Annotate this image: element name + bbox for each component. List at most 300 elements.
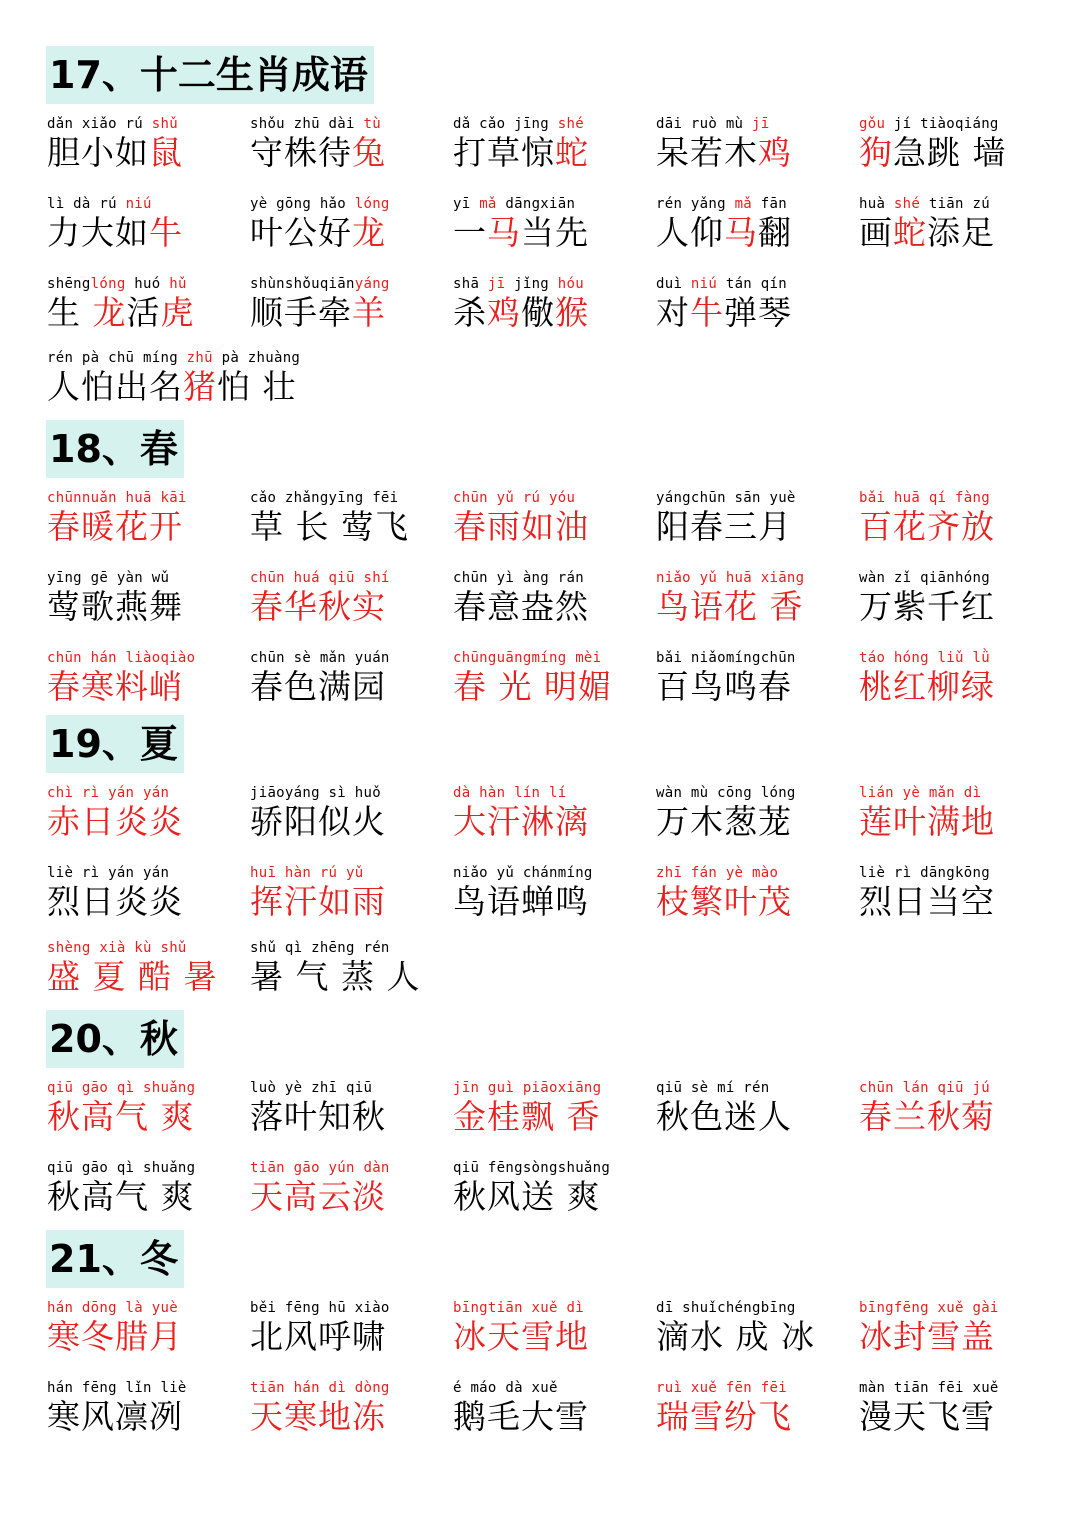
idiom-text xyxy=(453,667,612,707)
pinyin-text: duì xyxy=(656,276,691,292)
pinyin xyxy=(656,1300,796,1316)
idiom-item xyxy=(250,1300,450,1360)
idiom-text xyxy=(47,667,183,707)
idiom-text xyxy=(656,667,792,707)
pinyin xyxy=(47,490,187,506)
pinyin-text: huó xyxy=(125,276,170,292)
idiom-item xyxy=(656,1300,856,1360)
idiom-item xyxy=(453,490,653,550)
pinyin-highlight: mǎ xyxy=(734,196,753,212)
idiom-text xyxy=(453,213,589,253)
pinyin xyxy=(250,570,390,586)
pinyin xyxy=(656,865,778,881)
idiom-item xyxy=(859,650,1059,710)
pinyin-highlight: zhī fán yè mào xyxy=(656,865,779,881)
pinyin-text: yī xyxy=(453,196,480,212)
pinyin xyxy=(859,1380,999,1396)
idiom-highlight: 蛇 xyxy=(893,213,927,252)
idiom-item xyxy=(250,570,450,630)
pinyin xyxy=(656,196,787,212)
idiom-item xyxy=(47,1300,247,1360)
idiom-item xyxy=(453,276,653,336)
pinyin-text: dǎn xiǎo rú xyxy=(47,116,152,132)
idiom-highlight: 春暖花开 xyxy=(47,507,183,546)
idiom-item xyxy=(47,650,247,710)
idiom-highlight: 瑞雪纷飞 xyxy=(656,1397,792,1436)
idiom-text xyxy=(656,1397,792,1437)
idiom-row xyxy=(0,350,1080,410)
idiom-text xyxy=(47,1317,183,1357)
idiom-highlight: 天寒地冻 xyxy=(250,1397,386,1436)
pinyin xyxy=(656,570,804,586)
idiom-chars: 秋高气 爽 xyxy=(47,1177,195,1216)
idiom-chars: 滴水 成 冰 xyxy=(656,1317,815,1356)
pinyin-text: shǒu zhū dài xyxy=(250,116,364,132)
idiom-item xyxy=(859,1080,1059,1140)
idiom-item xyxy=(656,570,856,630)
idiom-text xyxy=(250,1397,386,1437)
pinyin-text: yīng gē yàn wǔ xyxy=(47,570,170,586)
pinyin xyxy=(656,116,770,132)
idiom-chars: 骄阳似火 xyxy=(250,802,386,841)
idiom-text xyxy=(656,1097,792,1137)
pinyin xyxy=(656,785,796,801)
pinyin-highlight: chūn hán liàoqiào xyxy=(47,650,196,666)
pinyin-text: shǔ qì zhēng rén xyxy=(250,940,390,956)
pinyin xyxy=(453,570,584,586)
idiom-text xyxy=(656,587,804,627)
idiom-item xyxy=(453,785,653,845)
idiom-row xyxy=(0,570,1080,630)
idiom-highlight: 龙 xyxy=(92,293,127,332)
pinyin-highlight: niú xyxy=(690,276,718,292)
idiom-item xyxy=(453,1080,653,1140)
idiom-highlight: 马 xyxy=(724,213,758,252)
pinyin-highlight: chūn yǔ rú yóu xyxy=(453,490,576,506)
pinyin-text: qiū fēngsòngshuǎng xyxy=(453,1160,611,1176)
pinyin-highlight: chūn huá qiū shí xyxy=(250,570,390,586)
pinyin xyxy=(859,865,990,881)
pinyin-text: luò yè zhī qiū xyxy=(250,1080,373,1096)
idiom-chars: 叶公好 xyxy=(250,213,352,252)
idiom-text xyxy=(453,1317,589,1357)
idiom-text xyxy=(250,802,386,842)
pinyin-text: niǎo yǔ chánmíng xyxy=(453,865,593,881)
pinyin-highlight: jī xyxy=(752,116,770,132)
pinyin xyxy=(250,940,390,956)
idiom-row xyxy=(0,276,1080,336)
pinyin-highlight: shé xyxy=(893,196,921,212)
pinyin xyxy=(453,1300,584,1316)
pinyin-text: dāi ruò mù xyxy=(656,116,753,132)
idiom-highlight: 赤日炎炎 xyxy=(47,802,183,841)
idiom-text xyxy=(859,667,995,707)
idiom-text xyxy=(250,507,409,547)
pinyin-highlight: jīn guì piāoxiāng xyxy=(453,1080,602,1096)
idiom-item xyxy=(47,1080,247,1140)
pinyin xyxy=(250,490,398,506)
idiom-highlight: 桃红柳绿 xyxy=(859,667,995,706)
idiom-highlight: 春兰秋菊 xyxy=(859,1097,995,1136)
pinyin-highlight: lián yè mǎn dì xyxy=(859,785,982,801)
idiom-item xyxy=(47,940,247,1000)
idiom-item xyxy=(453,1160,653,1220)
pinyin-highlight: ruì xuě fēn fēi xyxy=(656,1380,787,1396)
idiom-chars: 春色满园 xyxy=(250,667,386,706)
idiom-chars: 万紫千红 xyxy=(859,587,995,626)
idiom-chars: 阳春三月 xyxy=(656,507,792,546)
idiom-text xyxy=(859,507,995,547)
pinyin-text: shùnshǒuqiān xyxy=(250,276,355,292)
idiom-text xyxy=(859,133,1007,173)
idiom-item xyxy=(859,196,1059,256)
idiom-chars: 莺歌燕舞 xyxy=(47,587,183,626)
idiom-row xyxy=(0,116,1080,176)
pinyin-highlight: chì rì yán yán xyxy=(47,785,170,801)
pinyin-text: shā xyxy=(453,276,488,292)
idiom-item xyxy=(250,940,450,1000)
idiom-chars: 弹琴 xyxy=(724,293,792,332)
pinyin xyxy=(859,1300,999,1316)
section-heading: 20、秋 xyxy=(46,1010,184,1068)
pinyin xyxy=(453,1380,558,1396)
idiom-chars: 画 xyxy=(859,213,893,252)
idiom-item xyxy=(250,1080,450,1140)
idiom-chars: 杀 xyxy=(453,293,487,332)
idiom-highlight: 挥汗如雨 xyxy=(250,882,386,921)
pinyin-highlight: táo hóng liǔ lǜ xyxy=(859,650,990,666)
idiom-item xyxy=(453,1380,653,1440)
pinyin xyxy=(47,350,300,366)
idiom-text xyxy=(859,802,995,842)
idiom-text xyxy=(656,133,792,173)
pinyin-text: shēng xyxy=(47,276,91,292)
pinyin-highlight: lóng xyxy=(90,276,126,292)
idiom-chars: 对 xyxy=(656,293,690,332)
pinyin xyxy=(47,650,195,666)
idiom-text xyxy=(656,882,792,922)
pinyin-highlight: hóu xyxy=(557,276,584,292)
idiom-item xyxy=(47,785,247,845)
idiom-text xyxy=(250,1097,386,1137)
idiom-item xyxy=(453,570,653,630)
idiom-highlight: 莲叶满地 xyxy=(859,802,995,841)
pinyin xyxy=(250,1160,390,1176)
idiom-text xyxy=(47,882,183,922)
pinyin-highlight: niú xyxy=(125,196,152,212)
pinyin-highlight: lóng xyxy=(354,196,390,212)
idiom-item xyxy=(859,490,1059,550)
pinyin-highlight: mǎ xyxy=(479,196,497,212)
pinyin-text: jǐng xyxy=(505,276,558,292)
idiom-highlight: 春寒料峭 xyxy=(47,667,183,706)
pinyin xyxy=(656,490,796,506)
pinyin xyxy=(47,196,152,212)
pinyin-highlight: bīngfēng xuě gài xyxy=(859,1300,999,1316)
pinyin xyxy=(656,276,787,292)
idiom-chars: 一 xyxy=(453,213,487,252)
idiom-item xyxy=(656,276,856,336)
idiom-chars: 生 xyxy=(47,293,93,332)
idiom-text xyxy=(859,1397,995,1437)
idiom-chars: 活 xyxy=(126,293,161,332)
pinyin xyxy=(47,1300,178,1316)
pinyin xyxy=(47,1160,195,1176)
idiom-item xyxy=(250,1380,450,1440)
pinyin-text: dǎ cǎo jīng xyxy=(453,116,558,132)
pinyin-text: qiū gāo qì shuǎng xyxy=(47,1160,196,1176)
pinyin-highlight: shèng xià kù shǔ xyxy=(47,940,187,956)
idiom-chars: 呆若木 xyxy=(656,133,758,172)
idiom-item xyxy=(250,490,450,550)
pinyin xyxy=(453,490,575,506)
idiom-highlight: 鸡 xyxy=(487,293,521,332)
idiom-chars: 守株待 xyxy=(250,133,352,172)
idiom-text xyxy=(250,587,386,627)
pinyin-text: wàn mù cōng lóng xyxy=(656,785,796,801)
pinyin-text: liè rì dāngkōng xyxy=(859,865,990,881)
pinyin-highlight: qiū gāo qì shuǎng xyxy=(47,1080,196,1096)
pinyin xyxy=(250,1300,390,1316)
idiom-item xyxy=(47,276,247,336)
idiom-highlight: 牛 xyxy=(690,293,724,332)
idiom-chars: 北风呼啸 xyxy=(250,1317,386,1356)
idiom-text xyxy=(453,802,589,842)
idiom-highlight: 蛇 xyxy=(555,133,589,172)
idiom-row xyxy=(0,785,1080,845)
idiom-highlight: 百花齐放 xyxy=(859,507,995,546)
idiom-text xyxy=(250,957,420,997)
pinyin xyxy=(250,196,390,212)
idiom-text xyxy=(453,133,589,173)
pinyin-text: rén yǎng xyxy=(656,196,735,212)
idiom-item xyxy=(859,570,1059,630)
idiom-text xyxy=(453,1097,601,1137)
pinyin-highlight: tiān hán dì dòng xyxy=(250,1380,390,1396)
pinyin-text: yè gōng hǎo xyxy=(250,196,355,212)
idiom-highlight: 狗 xyxy=(859,133,893,172)
pinyin xyxy=(656,1080,769,1096)
pinyin xyxy=(859,785,981,801)
idiom-chars: 万木葱茏 xyxy=(656,802,792,841)
idiom-highlight: 冰封雪盖 xyxy=(859,1317,995,1356)
pinyin xyxy=(859,650,990,666)
idiom-text xyxy=(656,507,792,547)
pinyin-text: tiān zú xyxy=(920,196,990,212)
pinyin xyxy=(859,116,999,132)
idiom-chars: 漫天飞雪 xyxy=(859,1397,995,1436)
pinyin xyxy=(47,940,187,956)
pinyin xyxy=(453,785,566,801)
pinyin-highlight: zhū xyxy=(186,350,213,366)
pinyin xyxy=(453,650,601,666)
pinyin xyxy=(453,865,593,881)
idiom-item xyxy=(250,116,450,176)
idiom-chars: 落叶知秋 xyxy=(250,1097,386,1136)
idiom-chars: 鸟语蝉鸣 xyxy=(453,882,589,921)
idiom-item xyxy=(47,570,247,630)
pinyin-text: jí tiàoqiáng xyxy=(885,116,999,132)
idiom-chars: 百鸟鸣春 xyxy=(656,667,792,706)
section-heading: 18、春 xyxy=(46,420,184,478)
idiom-highlight: 猪 xyxy=(183,367,217,406)
pinyin xyxy=(453,276,584,292)
idiom-highlight: 鸟语花 香 xyxy=(656,587,804,626)
idiom-text xyxy=(250,213,386,253)
idiom-highlight: 盛 夏 酷 暑 xyxy=(47,957,218,996)
idiom-text xyxy=(47,213,183,253)
idiom-text xyxy=(47,133,183,173)
pinyin xyxy=(453,1160,610,1176)
idiom-highlight: 羊 xyxy=(352,293,386,332)
pinyin-text: dī shuǐchéngbīng xyxy=(656,1300,796,1316)
pinyin-highlight: jī xyxy=(487,276,506,292)
idiom-item xyxy=(656,490,856,550)
idiom-highlight: 天高云淡 xyxy=(250,1177,386,1216)
pinyin xyxy=(859,196,990,212)
pinyin-text: pà zhuàng xyxy=(212,350,301,366)
pinyin xyxy=(47,785,169,801)
idiom-text xyxy=(250,1177,386,1217)
idiom-chars: 力大如 xyxy=(47,213,149,252)
idiom-text xyxy=(453,1397,589,1437)
idiom-highlight: 虎 xyxy=(160,293,195,332)
idiom-row xyxy=(0,1300,1080,1360)
pinyin-highlight: niǎo yǔ huā xiāng xyxy=(656,570,805,586)
idiom-chars: 寒风凛冽 xyxy=(47,1397,183,1436)
idiom-chars: 当先 xyxy=(521,213,589,252)
idiom-row xyxy=(0,1380,1080,1440)
idiom-text xyxy=(47,1397,183,1437)
idiom-item xyxy=(859,1300,1059,1360)
idiom-chars: 胆小如 xyxy=(47,133,149,172)
pinyin-highlight: huī hàn rú yǔ xyxy=(250,865,364,881)
pinyin xyxy=(47,570,169,586)
idiom-text xyxy=(47,1097,195,1137)
pinyin-text: wàn zǐ qiānhóng xyxy=(859,570,990,586)
idiom-highlight: 猴 xyxy=(555,293,589,332)
idiom-item xyxy=(250,865,450,925)
pinyin-text: hán fēng lǐn liè xyxy=(47,1380,187,1396)
idiom-chars: 顺手牵 xyxy=(250,293,352,332)
idiom-item xyxy=(656,650,856,710)
idiom-text xyxy=(250,133,386,173)
pinyin xyxy=(656,1380,787,1396)
idiom-chars: 草 长 莺飞 xyxy=(250,507,409,546)
idiom-item xyxy=(453,650,653,710)
pinyin-text: dāngxiān xyxy=(496,196,576,212)
idiom-highlight: 春华秋实 xyxy=(250,587,386,626)
pinyin-text: jiāoyáng sì huǒ xyxy=(250,785,381,801)
idiom-text xyxy=(250,882,386,922)
idiom-item xyxy=(250,650,450,710)
idiom-chars: 烈日炎炎 xyxy=(47,882,183,921)
idiom-item xyxy=(250,276,450,336)
pinyin xyxy=(250,276,390,292)
pinyin xyxy=(453,116,584,132)
pinyin-highlight: tiān gāo yún dàn xyxy=(250,1160,390,1176)
section-heading: 17、十二生肖成语 xyxy=(46,46,374,104)
pinyin-text: cǎo zhǎngyīng fēi xyxy=(250,490,399,506)
idiom-highlight: 大汗淋漓 xyxy=(453,802,589,841)
idiom-chars: 春意盎然 xyxy=(453,587,589,626)
idiom-highlight: 春 光 明媚 xyxy=(453,667,612,706)
pinyin-text: liè rì yán yán xyxy=(47,865,170,881)
pinyin-highlight: tù xyxy=(363,116,381,132)
pinyin xyxy=(250,785,381,801)
idiom-item xyxy=(656,865,856,925)
idiom-text xyxy=(453,1177,601,1217)
idiom-text xyxy=(47,1177,195,1217)
pinyin xyxy=(47,276,187,292)
idiom-highlight: 马 xyxy=(487,213,521,252)
idiom-text xyxy=(250,293,386,333)
idiom-text xyxy=(859,213,995,253)
pinyin-highlight: chūn lán qiū jú xyxy=(859,1080,990,1096)
pinyin xyxy=(453,196,575,212)
idiom-text xyxy=(656,293,792,333)
idiom-item xyxy=(47,1380,247,1440)
idiom-text xyxy=(656,1317,815,1357)
pinyin-highlight: shé xyxy=(557,116,584,132)
idiom-text xyxy=(656,213,792,253)
pinyin-text: chūn yì àng rán xyxy=(453,570,584,586)
pinyin-text: yángchūn sān yuè xyxy=(656,490,796,506)
pinyin xyxy=(250,650,390,666)
idiom-text xyxy=(859,1317,995,1357)
pinyin-text: huà xyxy=(859,196,894,212)
idiom-item xyxy=(859,1380,1059,1440)
pinyin xyxy=(47,865,169,881)
idiom-chars: 急跳 墙 xyxy=(893,133,1007,172)
idiom-item xyxy=(656,1380,856,1440)
idiom-highlight: 鼠 xyxy=(149,133,183,172)
idiom-highlight: 龙 xyxy=(352,213,386,252)
section-heading: 21、冬 xyxy=(46,1230,184,1288)
idiom-text xyxy=(453,587,589,627)
idiom-item xyxy=(47,196,247,256)
pinyin xyxy=(656,650,796,666)
pinyin-highlight: shǔ xyxy=(151,116,178,132)
pinyin-highlight: bǎi huā qí fàng xyxy=(859,490,990,506)
idiom-highlight: 春雨如油 xyxy=(453,507,589,546)
pinyin xyxy=(250,116,381,132)
idiom-item xyxy=(47,865,247,925)
pinyin-text: tán qín xyxy=(717,276,787,292)
idiom-chars: 秋色迷人 xyxy=(656,1097,792,1136)
idiom-highlight: 秋高气 爽 xyxy=(47,1097,195,1136)
pinyin xyxy=(250,865,363,881)
idiom-item xyxy=(47,490,247,550)
idiom-chars: 怕 壮 xyxy=(217,367,297,406)
idiom-item xyxy=(859,116,1059,176)
idiom-row xyxy=(0,196,1080,256)
pinyin xyxy=(859,570,990,586)
section-heading: 19、夏 xyxy=(46,715,184,773)
pinyin-highlight: bīngtiān xuě dì xyxy=(453,1300,584,1316)
pinyin-text: lì dà rú xyxy=(47,196,126,212)
idiom-row xyxy=(0,490,1080,550)
pinyin-highlight: yáng xyxy=(354,276,390,292)
idiom-chars: 翻 xyxy=(758,213,792,252)
pinyin-highlight: dà hàn lín lí xyxy=(453,785,567,801)
idiom-text xyxy=(250,1317,386,1357)
pinyin xyxy=(250,1080,372,1096)
idiom-item xyxy=(453,865,653,925)
idiom-item xyxy=(453,196,653,256)
pinyin xyxy=(250,1380,390,1396)
pinyin xyxy=(47,116,178,132)
